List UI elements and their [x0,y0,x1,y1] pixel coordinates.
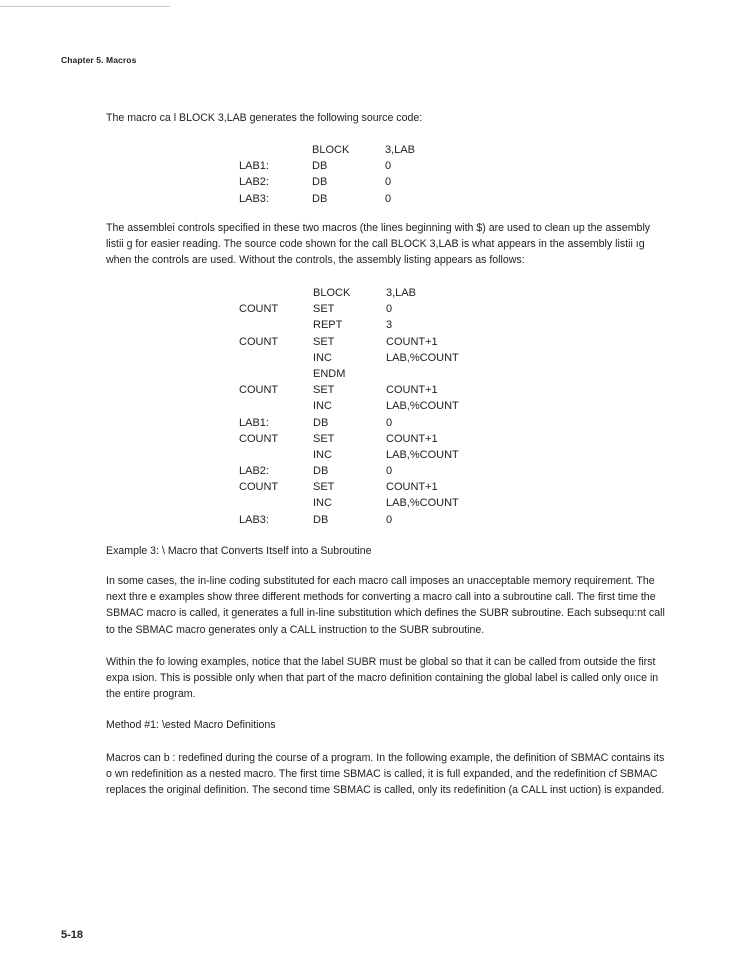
code-op: BLOCK [312,144,350,156]
code-arg: LAB,%COUNT [386,497,459,510]
code-label: LAB2: [239,465,269,478]
code-label: LAB3: [239,513,269,526]
code-label: COUNT [239,432,279,445]
code-op: INC [313,497,332,510]
code-arg: COUNT+1 [386,432,438,445]
code-arg: LAB,%COUNT [386,351,459,364]
code-arg: COUNT+1 [386,384,438,397]
code-arg: 0 [385,192,392,205]
example-3-heading: Example 3: \ Macro that Converts Itself into a Subroutine [106,545,372,557]
controls-paragraph: The assemblei controls specified in these two macros (the lines beginning with $) are used to clean up the assembly listii g for easier reading. The source code shown for the call BLOCK 3,LAB is what appears in the assembly listii ıg when the controls are used. Without the controls, the assembly listing appears as follows: [106,222,651,267]
code-op: REPT [313,319,343,332]
code-arg: 0 [386,465,393,478]
global-label-paragraph: Within the fo lowing examples, notice that the label SUBR must be global so that it can be called from outside the first expa ısion. This is possible only when that part of the macro definition containing the global label is called only oııce in the entire program. [106,656,659,701]
page-number: 5-18 [61,929,84,941]
code-arg: 3 [386,319,393,332]
code-op: DB [313,416,329,429]
code-arg: 3,LAB [386,287,416,299]
code-arg: 0 [386,513,393,526]
code-label: COUNT [239,481,279,494]
code-op: INC [313,351,332,364]
code-op: DB [312,160,328,173]
code-op: DB [313,513,329,526]
code-label: LAB3: [239,192,269,205]
code-op: INC [313,400,332,413]
code-arg: 0 [386,303,393,316]
code-label: LAB1: [239,416,269,429]
method-1-paragraph: Macros can b : redefined during the course of a program. In the following example, the definition of SBMAC contains its o wn redefinition as a nested macro. The first time SBMAC is called, it is full expanded, and the redefinition cf SBMAC replaces the original definition. The second time SBMAC is called, only its redefinition (a CALL inst uction) is expanded. [106,752,665,797]
code-arg: 3,LAB [385,144,415,156]
top-rule [0,6,170,7]
method-1-heading: Method #1: \ested Macro Definitions [106,719,276,731]
code-op: SET [313,303,335,316]
code-arg: LAB,%COUNT [386,400,459,413]
code-op: BLOCK [313,287,351,299]
code-label: LAB1: [239,160,269,173]
code-op: ENDM [313,367,346,380]
intro-paragraph: The macro ca l BLOCK 3,LAB generates the following source code: [106,112,423,124]
chapter-header: Chapter 5. Macros [61,55,137,65]
code-arg: COUNT+1 [386,481,438,494]
code-arg: LAB,%COUNT [386,448,459,461]
code-arg: 0 [386,416,393,429]
code-op: SET [313,384,335,397]
example-3-paragraph: In some cases, the in-line coding substituted for each macro call imposes an unacceptable memory requirement. The next thre e examples show three different methods for converting a macro call into a subroutine call. The first time the SBMAC macro is called, it generates a full in-line substitution which defines the SUBR subroutine. Each subsequ:nt call to the SBMAC macro generates only a CALL instruction to the SUBR subroutine. [106,575,665,636]
code-label: LAB2: [239,176,269,189]
code-arg: COUNT+1 [386,335,438,348]
code-label: COUNT [239,384,279,397]
code-op: DB [313,465,329,478]
code-op: DB [312,176,328,189]
code-op: SET [313,481,335,494]
code-label: COUNT [239,303,279,316]
code-op: DB [312,192,328,205]
code-arg: 0 [385,160,392,173]
code-arg: 0 [385,176,392,189]
code-op: SET [313,335,335,348]
code-op: INC [313,448,332,461]
code-label: COUNT [239,335,279,348]
code-op: SET [313,432,335,445]
